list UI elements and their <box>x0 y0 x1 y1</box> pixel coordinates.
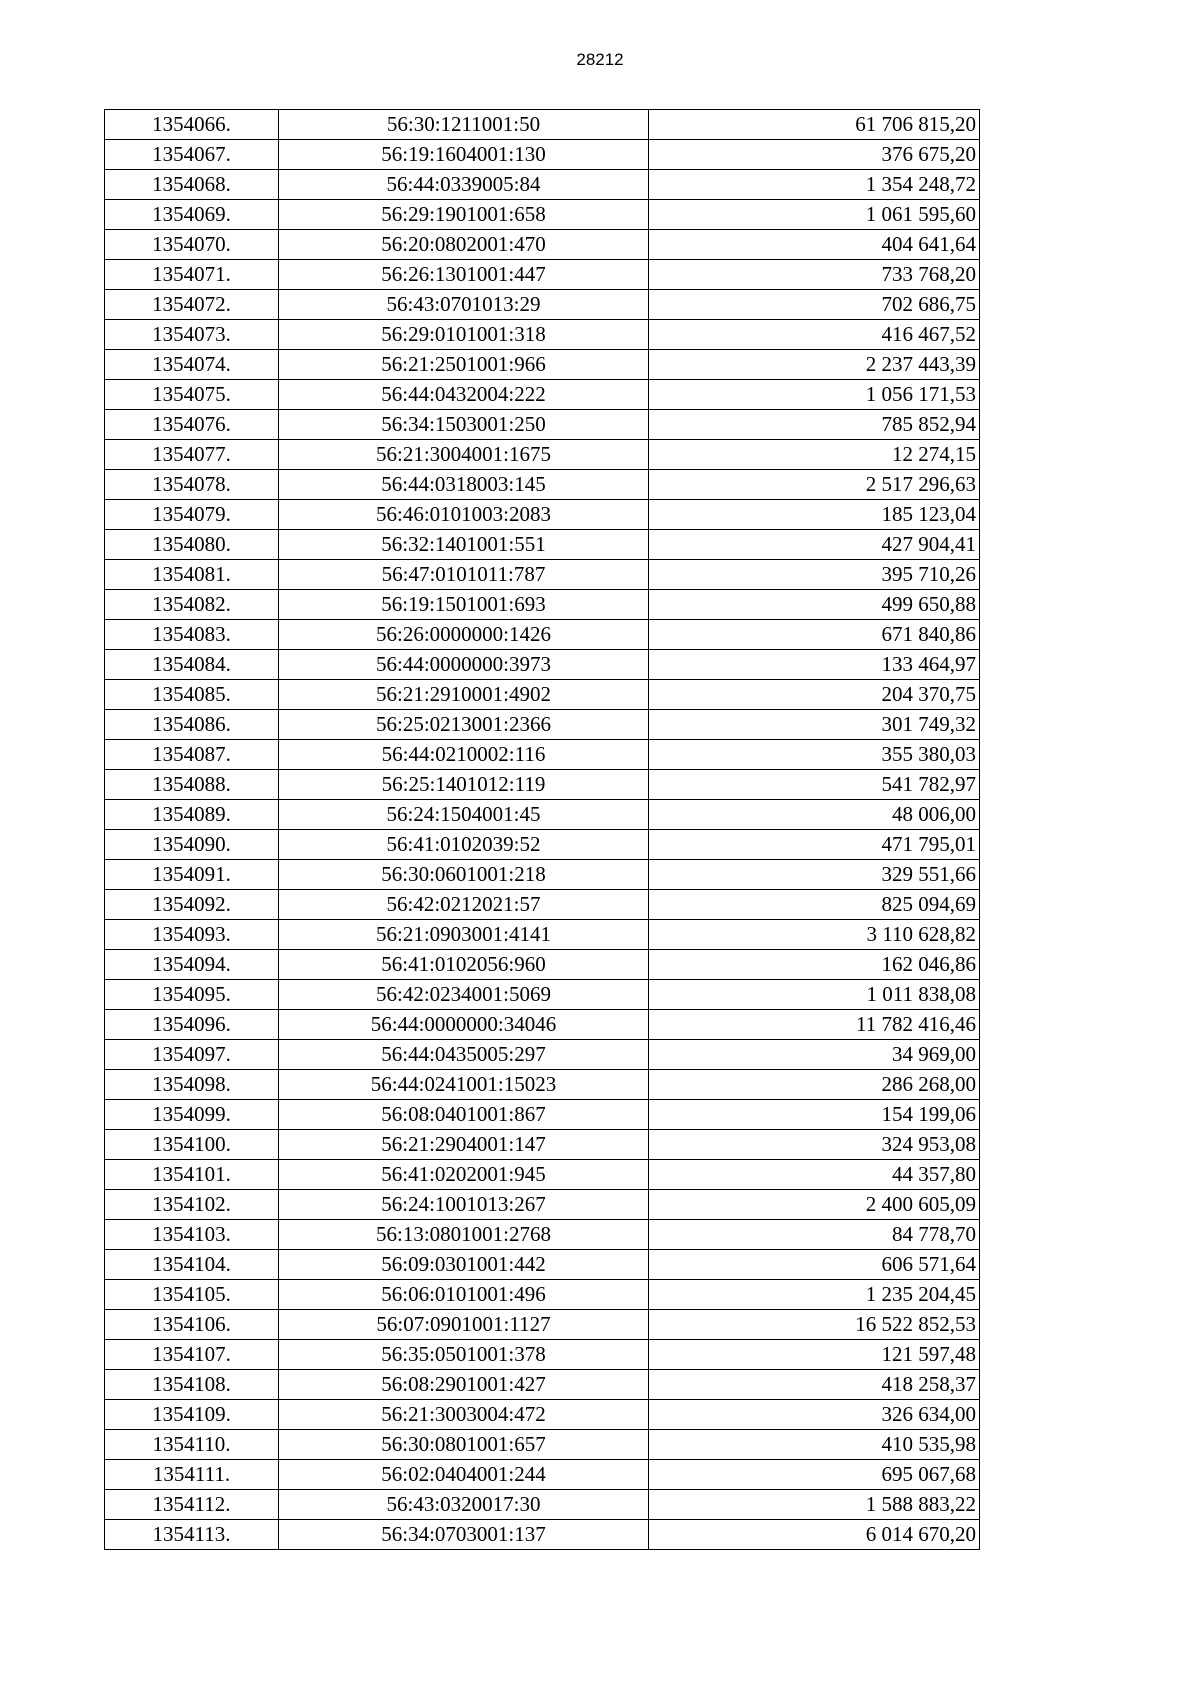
table-row <box>105 1310 980 1340</box>
cadastral-number-cell: 56:21:3004001:1675 <box>279 440 649 470</box>
cadastral-number-cell: 56:13:0801001:2768 <box>279 1220 649 1250</box>
table-row <box>105 530 980 560</box>
table-row <box>105 770 980 800</box>
table-row <box>105 1400 980 1430</box>
cadastral-value-cell: 355 380,03 <box>649 740 980 770</box>
row-number-cell: 1354093. <box>105 920 279 950</box>
cadastral-number-cell: 56:08:0401001:867 <box>279 1100 649 1130</box>
table-row <box>105 950 980 980</box>
row-number-cell: 1354111. <box>105 1460 279 1490</box>
cadastral-value-cell: 34 969,00 <box>649 1040 980 1070</box>
cadastral-value-cell: 326 634,00 <box>649 1400 980 1430</box>
cadastral-value-cell: 6 014 670,20 <box>649 1520 980 1550</box>
cadastral-number-cell: 56:21:2904001:147 <box>279 1130 649 1160</box>
table-row <box>105 140 980 170</box>
cadastral-number-cell: 56:08:2901001:427 <box>279 1370 649 1400</box>
table-row <box>105 110 980 140</box>
table-row <box>105 380 980 410</box>
cadastral-number-cell: 56:06:0101001:496 <box>279 1280 649 1310</box>
row-number-cell: 1354097. <box>105 1040 279 1070</box>
cadastral-value-cell: 825 094,69 <box>649 890 980 920</box>
table-row <box>105 1040 980 1070</box>
cadastral-value-cell: 84 778,70 <box>649 1220 980 1250</box>
table-row <box>105 800 980 830</box>
cadastral-value-cell: 541 782,97 <box>649 770 980 800</box>
row-number-cell: 1354098. <box>105 1070 279 1100</box>
cadastral-number-cell: 56:02:0404001:244 <box>279 1460 649 1490</box>
cadastral-value-cell: 1 061 595,60 <box>649 200 980 230</box>
table-row <box>105 440 980 470</box>
cadastral-number-cell: 56:41:0102039:52 <box>279 830 649 860</box>
table-row <box>105 1460 980 1490</box>
cadastral-value-cell: 121 597,48 <box>649 1340 980 1370</box>
table-row <box>105 680 980 710</box>
cadastral-number-cell: 56:24:1001013:267 <box>279 1190 649 1220</box>
row-number-cell: 1354107. <box>105 1340 279 1370</box>
row-number-cell: 1354071. <box>105 260 279 290</box>
cadastral-value-cell: 395 710,26 <box>649 560 980 590</box>
cadastral-number-cell: 56:09:0301001:442 <box>279 1250 649 1280</box>
row-number-cell: 1354095. <box>105 980 279 1010</box>
table-row <box>105 860 980 890</box>
cadastral-value-cell: 671 840,86 <box>649 620 980 650</box>
cadastral-number-cell: 56:44:0318003:145 <box>279 470 649 500</box>
cadastral-number-cell: 56:41:0202001:945 <box>279 1160 649 1190</box>
cadastral-number-cell: 56:34:0703001:137 <box>279 1520 649 1550</box>
cadastral-value-cell: 48 006,00 <box>649 800 980 830</box>
row-number-cell: 1354090. <box>105 830 279 860</box>
cadastral-number-cell: 56:30:0601001:218 <box>279 860 649 890</box>
table-row <box>105 560 980 590</box>
row-number-cell: 1354091. <box>105 860 279 890</box>
row-number-cell: 1354066. <box>105 110 279 140</box>
cadastral-value-cell: 695 067,68 <box>649 1460 980 1490</box>
row-number-cell: 1354106. <box>105 1310 279 1340</box>
row-number-cell: 1354086. <box>105 710 279 740</box>
cadastral-number-cell: 56:24:1504001:45 <box>279 800 649 830</box>
cadastral-value-cell: 410 535,98 <box>649 1430 980 1460</box>
cadastral-value-cell: 324 953,08 <box>649 1130 980 1160</box>
cadastral-number-cell: 56:44:0432004:222 <box>279 380 649 410</box>
cadastral-number-cell: 56:42:0212021:57 <box>279 890 649 920</box>
cadastral-value-cell: 733 768,20 <box>649 260 980 290</box>
cadastral-value-cell: 1 588 883,22 <box>649 1490 980 1520</box>
table-row <box>105 1430 980 1460</box>
cadastral-number-cell: 56:47:0101011:787 <box>279 560 649 590</box>
table-row <box>105 170 980 200</box>
cadastral-number-cell: 56:29:1901001:658 <box>279 200 649 230</box>
row-number-cell: 1354102. <box>105 1190 279 1220</box>
cadastral-number-cell: 56:29:0101001:318 <box>279 320 649 350</box>
cadastral-value-cell: 376 675,20 <box>649 140 980 170</box>
row-number-cell: 1354094. <box>105 950 279 980</box>
row-number-cell: 1354089. <box>105 800 279 830</box>
table-row <box>105 1340 980 1370</box>
cadastral-number-cell: 56:44:0000000:34046 <box>279 1010 649 1040</box>
row-number-cell: 1354112. <box>105 1490 279 1520</box>
table-row <box>105 230 980 260</box>
row-number-cell: 1354104. <box>105 1250 279 1280</box>
cadastral-number-cell: 56:43:0701013:29 <box>279 290 649 320</box>
row-number-cell: 1354100. <box>105 1130 279 1160</box>
cadastral-value-cell: 416 467,52 <box>649 320 980 350</box>
table-row <box>105 980 980 1010</box>
row-number-cell: 1354075. <box>105 380 279 410</box>
row-number-cell: 1354068. <box>105 170 279 200</box>
cadastral-value-cell: 404 641,64 <box>649 230 980 260</box>
row-number-cell: 1354067. <box>105 140 279 170</box>
row-number-cell: 1354109. <box>105 1400 279 1430</box>
cadastral-value-cell: 133 464,97 <box>649 650 980 680</box>
table-row <box>105 1010 980 1040</box>
cadastral-number-cell: 56:07:0901001:1127 <box>279 1310 649 1340</box>
table-row <box>105 290 980 320</box>
cadastral-value-cell: 2 237 443,39 <box>649 350 980 380</box>
table-body <box>105 110 980 1550</box>
row-number-cell: 1354088. <box>105 770 279 800</box>
row-number-cell: 1354076. <box>105 410 279 440</box>
table-row <box>105 620 980 650</box>
cadastral-value-cell: 418 258,37 <box>649 1370 980 1400</box>
cadastral-number-cell: 56:25:0213001:2366 <box>279 710 649 740</box>
cadastral-value-cell: 2 517 296,63 <box>649 470 980 500</box>
table-row <box>105 1220 980 1250</box>
table-row <box>105 890 980 920</box>
row-number-cell: 1354096. <box>105 1010 279 1040</box>
cadastral-value-cell: 606 571,64 <box>649 1250 980 1280</box>
row-number-cell: 1354078. <box>105 470 279 500</box>
cadastral-number-cell: 56:35:0501001:378 <box>279 1340 649 1370</box>
table-row <box>105 470 980 500</box>
row-number-cell: 1354108. <box>105 1370 279 1400</box>
cadastral-number-cell: 56:44:0000000:3973 <box>279 650 649 680</box>
table-row <box>105 260 980 290</box>
row-number-cell: 1354080. <box>105 530 279 560</box>
cadastral-value-cell: 329 551,66 <box>649 860 980 890</box>
cadastral-number-cell: 56:46:0101003:2083 <box>279 500 649 530</box>
table-row <box>105 1130 980 1160</box>
cadastral-number-cell: 56:19:1501001:693 <box>279 590 649 620</box>
cadastral-value-cell: 785 852,94 <box>649 410 980 440</box>
row-number-cell: 1354092. <box>105 890 279 920</box>
cadastral-number-cell: 56:21:2910001:4902 <box>279 680 649 710</box>
cadastral-value-cell: 499 650,88 <box>649 590 980 620</box>
cadastral-number-cell: 56:26:0000000:1426 <box>279 620 649 650</box>
cadastral-value-cell: 44 357,80 <box>649 1160 980 1190</box>
table-row <box>105 590 980 620</box>
cadastral-value-cell: 286 268,00 <box>649 1070 980 1100</box>
table-row <box>105 1280 980 1310</box>
row-number-cell: 1354099. <box>105 1100 279 1130</box>
cadastral-number-cell: 56:42:0234001:5069 <box>279 980 649 1010</box>
cadastral-value-cell: 61 706 815,20 <box>649 110 980 140</box>
cadastral-value-cell: 16 522 852,53 <box>649 1310 980 1340</box>
table-row <box>105 410 980 440</box>
row-number-cell: 1354087. <box>105 740 279 770</box>
cadastral-value-cell: 162 046,86 <box>649 950 980 980</box>
cadastral-value-table <box>104 109 980 1550</box>
cadastral-number-cell: 56:30:1211001:50 <box>279 110 649 140</box>
cadastral-number-cell: 56:44:0241001:15023 <box>279 1070 649 1100</box>
cadastral-number-cell: 56:41:0102056:960 <box>279 950 649 980</box>
cadastral-value-cell: 702 686,75 <box>649 290 980 320</box>
cadastral-value-cell: 301 749,32 <box>649 710 980 740</box>
cadastral-number-cell: 56:21:0903001:4141 <box>279 920 649 950</box>
table-row <box>105 1070 980 1100</box>
row-number-cell: 1354083. <box>105 620 279 650</box>
cadastral-value-cell: 204 370,75 <box>649 680 980 710</box>
row-number-cell: 1354085. <box>105 680 279 710</box>
page-number: 28212 <box>576 50 624 69</box>
row-number-cell: 1354103. <box>105 1220 279 1250</box>
table-row <box>105 200 980 230</box>
cadastral-value-cell: 1 235 204,45 <box>649 1280 980 1310</box>
cadastral-value-cell: 2 400 605,09 <box>649 1190 980 1220</box>
cadastral-value-cell: 471 795,01 <box>649 830 980 860</box>
cadastral-value-cell: 3 110 628,82 <box>649 920 980 950</box>
cadastral-number-cell: 56:43:0320017:30 <box>279 1490 649 1520</box>
row-number-cell: 1354079. <box>105 500 279 530</box>
cadastral-number-cell: 56:26:1301001:447 <box>279 260 649 290</box>
table-row <box>105 1370 980 1400</box>
cadastral-value-cell: 185 123,04 <box>649 500 980 530</box>
table-row <box>105 1100 980 1130</box>
table-row <box>105 830 980 860</box>
table-row <box>105 320 980 350</box>
row-number-cell: 1354105. <box>105 1280 279 1310</box>
cadastral-value-cell: 154 199,06 <box>649 1100 980 1130</box>
row-number-cell: 1354069. <box>105 200 279 230</box>
cadastral-value-cell: 11 782 416,46 <box>649 1010 980 1040</box>
row-number-cell: 1354084. <box>105 650 279 680</box>
cadastral-number-cell: 56:44:0339005:84 <box>279 170 649 200</box>
table-row <box>105 500 980 530</box>
cadastral-value-cell: 1 354 248,72 <box>649 170 980 200</box>
cadastral-number-cell: 56:25:1401012:119 <box>279 770 649 800</box>
cadastral-number-cell: 56:21:2501001:966 <box>279 350 649 380</box>
cadastral-number-cell: 56:44:0435005:297 <box>279 1040 649 1070</box>
row-number-cell: 1354113. <box>105 1520 279 1550</box>
cadastral-value-cell: 1 011 838,08 <box>649 980 980 1010</box>
cadastral-value-cell: 1 056 171,53 <box>649 380 980 410</box>
row-number-cell: 1354110. <box>105 1430 279 1460</box>
cadastral-number-cell: 56:34:1503001:250 <box>279 410 649 440</box>
cadastral-number-cell: 56:30:0801001:657 <box>279 1430 649 1460</box>
row-number-cell: 1354077. <box>105 440 279 470</box>
cadastral-number-cell: 56:32:1401001:551 <box>279 530 649 560</box>
cadastral-value-cell: 12 274,15 <box>649 440 980 470</box>
row-number-cell: 1354070. <box>105 230 279 260</box>
table-row <box>105 1520 980 1550</box>
table-row <box>105 350 980 380</box>
cadastral-number-cell: 56:21:3003004:472 <box>279 1400 649 1430</box>
row-number-cell: 1354074. <box>105 350 279 380</box>
row-number-cell: 1354073. <box>105 320 279 350</box>
table-row <box>105 710 980 740</box>
row-number-cell: 1354072. <box>105 290 279 320</box>
cadastral-number-cell: 56:44:0210002:116 <box>279 740 649 770</box>
row-number-cell: 1354082. <box>105 590 279 620</box>
row-number-cell: 1354101. <box>105 1160 279 1190</box>
table-row <box>105 650 980 680</box>
table-row <box>105 1160 980 1190</box>
table-row <box>105 1250 980 1280</box>
row-number-cell: 1354081. <box>105 560 279 590</box>
table-row <box>105 1190 980 1220</box>
table-row <box>105 1490 980 1520</box>
cadastral-number-cell: 56:19:1604001:130 <box>279 140 649 170</box>
cadastral-value-cell: 427 904,41 <box>649 530 980 560</box>
cadastral-number-cell: 56:20:0802001:470 <box>279 230 649 260</box>
table-row <box>105 740 980 770</box>
table-row <box>105 920 980 950</box>
